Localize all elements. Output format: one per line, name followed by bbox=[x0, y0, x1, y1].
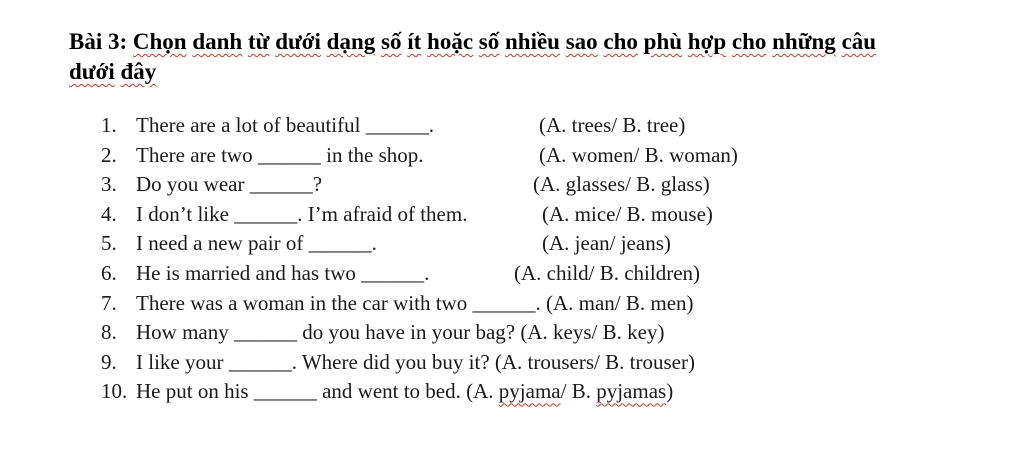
question-before: I need a new pair of bbox=[136, 231, 309, 256]
options-mid: / B. bbox=[560, 379, 597, 404]
answer-blank: ______ bbox=[249, 172, 313, 197]
answer-options: (A. keys/ B. key) bbox=[520, 320, 665, 345]
title-word: nhiều bbox=[504, 29, 560, 54]
options-suffix: ) bbox=[666, 379, 674, 404]
question-before: There are a lot of beautiful bbox=[136, 113, 366, 137]
question-text bbox=[136, 289, 694, 319]
question-list bbox=[101, 111, 1001, 407]
question-item bbox=[101, 200, 1001, 230]
question-before: He is married and has two bbox=[136, 260, 362, 285]
question-number: 3. bbox=[101, 172, 117, 197]
question-text bbox=[136, 318, 664, 348]
question-number: 8. bbox=[101, 320, 117, 345]
answer-blank: ______ bbox=[228, 349, 292, 374]
question-text bbox=[136, 259, 429, 289]
title-word: ít bbox=[407, 29, 422, 54]
title-word: những bbox=[772, 29, 836, 54]
question-after: ? bbox=[312, 172, 323, 197]
title-word: dưới bbox=[275, 29, 321, 54]
answer-options: (A. mice/ B. mouse) bbox=[542, 201, 713, 226]
question-item bbox=[101, 141, 1001, 171]
question-text bbox=[136, 348, 695, 378]
question-item bbox=[101, 229, 1001, 259]
title-word: danh bbox=[192, 29, 243, 54]
question-after: . bbox=[371, 231, 377, 256]
options-prefix: (A. bbox=[466, 379, 499, 404]
question-after: . bbox=[428, 113, 434, 137]
question-before: There was a woman in the car with two bbox=[136, 290, 473, 315]
title-word: hoặc bbox=[427, 29, 474, 54]
question-after: . bbox=[535, 290, 541, 315]
question-after: . I’m afraid of them. bbox=[297, 201, 468, 226]
question-item bbox=[101, 318, 1001, 348]
question-before: Do you wear bbox=[136, 172, 250, 197]
question-after: . bbox=[424, 260, 430, 285]
option-b: pyjamas bbox=[596, 379, 667, 404]
question-number: 7. bbox=[101, 290, 117, 315]
question-number: 6. bbox=[101, 260, 117, 285]
question-item bbox=[101, 111, 1001, 141]
answer-blank: ______ bbox=[234, 201, 298, 226]
question-text bbox=[136, 170, 322, 200]
title-word: sao bbox=[565, 29, 598, 54]
title-word: cho bbox=[603, 29, 638, 54]
title-word: từ bbox=[247, 29, 270, 54]
title-word: phù bbox=[643, 29, 683, 54]
answer-blank: ______ bbox=[234, 320, 297, 345]
question-item bbox=[101, 348, 1001, 378]
question-text bbox=[136, 200, 467, 230]
answer-options: (A. trousers/ B. trouser) bbox=[494, 349, 695, 374]
question-text bbox=[136, 141, 424, 171]
question-item bbox=[101, 170, 1001, 200]
question-before: I like your bbox=[136, 349, 229, 374]
question-number: 1. bbox=[101, 113, 117, 137]
title-word: Chọn bbox=[132, 29, 187, 54]
option-a: pyjama bbox=[498, 379, 561, 404]
title-word: cho bbox=[731, 29, 767, 54]
title-prefix: Bài 3: bbox=[69, 29, 133, 54]
answer-blank: ______ bbox=[472, 290, 536, 315]
question-number: 4. bbox=[101, 201, 117, 226]
answer-options bbox=[466, 379, 673, 403]
question-before: There are two bbox=[136, 142, 258, 167]
answer-blank: ______ bbox=[308, 231, 372, 256]
question-text bbox=[136, 111, 434, 141]
answer-options: (A. glasses/ B. glass) bbox=[533, 172, 710, 197]
answer-blank: ______ bbox=[365, 113, 429, 137]
question-number: 9. bbox=[101, 349, 117, 374]
exercise-title bbox=[69, 27, 999, 87]
question-item bbox=[101, 289, 1001, 319]
question-item bbox=[101, 259, 1001, 289]
answer-options: (A. child/ B. children) bbox=[514, 260, 701, 285]
question-after: and went to bed. bbox=[316, 379, 461, 404]
question-number: 5. bbox=[101, 231, 117, 256]
answer-options: (A. women/ B. woman) bbox=[539, 142, 738, 167]
question-before: I don’t like bbox=[136, 201, 235, 226]
answer-options: (A. trees/ B. tree) bbox=[539, 113, 686, 137]
question-number: 2. bbox=[101, 142, 117, 167]
title-word: câu bbox=[841, 29, 877, 54]
question-after: . Where did you buy it? bbox=[291, 349, 490, 374]
answer-blank: ______ bbox=[257, 142, 321, 167]
question-after: in the shop. bbox=[320, 142, 424, 167]
title-word: đây bbox=[120, 59, 157, 84]
title-word: số bbox=[478, 29, 500, 54]
question-text bbox=[136, 377, 673, 407]
answer-blank: ______ bbox=[253, 379, 317, 404]
answer-options: (A. jean/ jeans) bbox=[542, 231, 671, 256]
question-item bbox=[101, 377, 1001, 407]
title-word: hợp bbox=[687, 29, 727, 54]
answer-blank: ______ bbox=[361, 260, 425, 285]
question-number: 10. bbox=[101, 379, 128, 404]
title-word: số bbox=[381, 29, 402, 54]
answer-options: (A. man/ B. men) bbox=[545, 290, 694, 315]
question-text bbox=[136, 229, 377, 259]
question-before: How many bbox=[136, 320, 234, 345]
title-word: dạng bbox=[326, 29, 376, 54]
question-before: He put on his bbox=[136, 379, 254, 404]
question-after: do you have in your bag? bbox=[297, 320, 516, 345]
title-word: dưới bbox=[69, 59, 115, 84]
